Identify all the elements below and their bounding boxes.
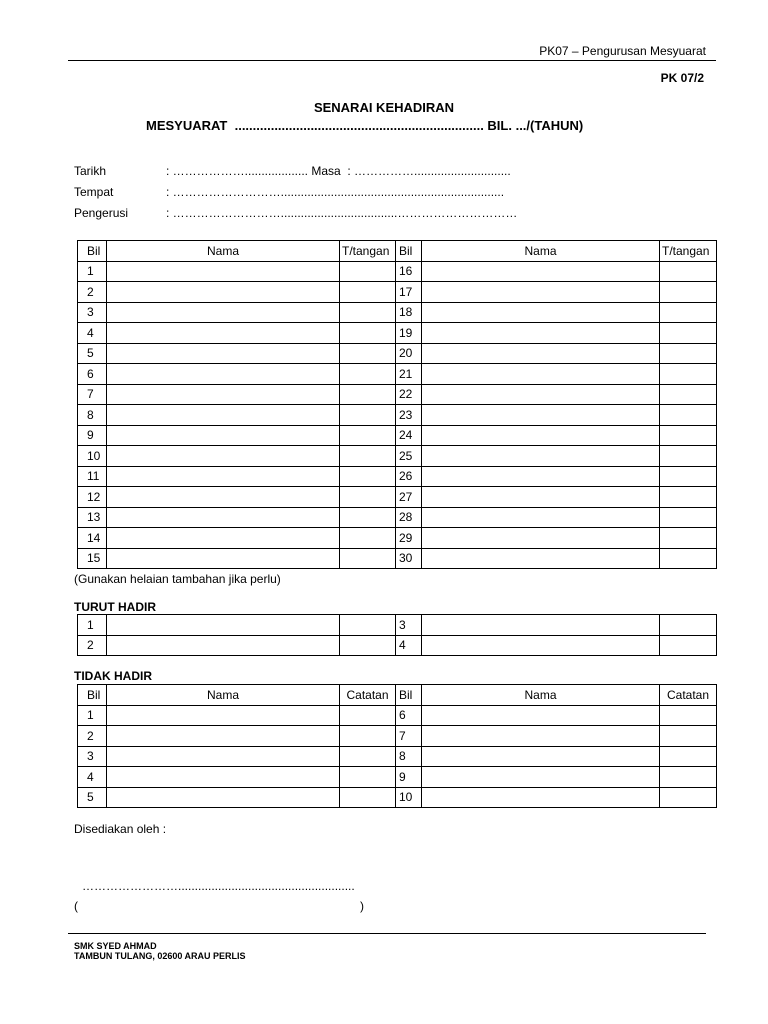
row-number: 1 <box>78 615 107 636</box>
header-nama: Nama <box>422 241 660 262</box>
name-cell[interactable] <box>107 528 340 549</box>
header-divider <box>68 60 716 61</box>
tidak-hadir-title: TIDAK HADIR <box>74 669 152 683</box>
name-cell[interactable] <box>107 507 340 528</box>
field-value: : ………………………...................................………………………… <box>166 206 518 220</box>
table-row <box>78 528 717 549</box>
row-number: 9 <box>78 425 107 446</box>
signature-cell[interactable] <box>340 446 396 467</box>
row-number: 1 <box>78 261 107 282</box>
signature-cell[interactable] <box>340 364 396 385</box>
signature-cell[interactable] <box>660 787 717 808</box>
name-cell[interactable] <box>107 615 340 636</box>
signature-cell[interactable] <box>340 615 396 636</box>
document-header: PK07 – Pengurusan Mesyuarat <box>539 44 706 58</box>
header-bil: Bil <box>396 685 422 706</box>
row-number: 4 <box>78 767 107 788</box>
row-number: 23 <box>396 405 422 426</box>
name-cell[interactable] <box>422 282 660 303</box>
signature-cell[interactable] <box>660 635 717 656</box>
name-cell[interactable] <box>422 615 660 636</box>
open-paren: ( <box>74 899 78 913</box>
header-bil: Bil <box>78 685 107 706</box>
name-cell[interactable] <box>422 405 660 426</box>
header-nama: Nama <box>107 241 340 262</box>
header-bil: Bil <box>396 241 422 262</box>
row-number: 19 <box>396 323 422 344</box>
table-row <box>78 466 717 487</box>
row-number: 2 <box>78 635 107 656</box>
signature-cell[interactable] <box>660 487 717 508</box>
table-row <box>78 615 717 636</box>
row-number: 12 <box>78 487 107 508</box>
table-header-row <box>78 241 717 262</box>
signature-cell[interactable] <box>660 282 717 303</box>
signature-cell[interactable] <box>660 364 717 385</box>
table-row <box>78 282 717 303</box>
row-number: 24 <box>396 425 422 446</box>
name-cell[interactable] <box>107 635 340 656</box>
row-number: 3 <box>78 302 107 323</box>
table-row <box>78 746 717 767</box>
row-number: 7 <box>78 384 107 405</box>
name-cell[interactable] <box>422 425 660 446</box>
signature-line: ……………………..................................................... <box>82 879 355 893</box>
footer-address: TAMBUN TULANG, 02600 ARAU PERLIS <box>74 951 246 961</box>
signature-cell[interactable] <box>340 487 396 508</box>
name-cell[interactable] <box>107 787 340 808</box>
row-number: 8 <box>78 405 107 426</box>
signature-cell[interactable] <box>660 261 717 282</box>
signature-cell[interactable] <box>340 261 396 282</box>
row-number: 6 <box>78 364 107 385</box>
header-bil: Bil <box>78 241 107 262</box>
name-cell[interactable] <box>107 261 340 282</box>
footer-school-name: SMK SYED AHMAD <box>74 941 157 951</box>
signature-cell[interactable] <box>340 282 396 303</box>
signature-cell[interactable] <box>660 767 717 788</box>
name-cell[interactable] <box>422 746 660 767</box>
table-row <box>78 726 717 747</box>
note-text: (Gunakan helaian tambahan jika perlu) <box>74 572 281 586</box>
table-row <box>78 405 717 426</box>
table-row <box>78 548 717 569</box>
header-catatan: Catatan <box>660 685 717 706</box>
signature-cell[interactable] <box>660 405 717 426</box>
row-number: 9 <box>396 767 422 788</box>
prepared-by-label: Disediakan oleh : <box>74 822 167 836</box>
row-number: 6 <box>396 705 422 726</box>
signature-cell[interactable] <box>340 323 396 344</box>
row-number: 7 <box>396 726 422 747</box>
name-cell[interactable] <box>422 446 660 467</box>
name-cell[interactable] <box>107 548 340 569</box>
table-row <box>78 507 717 528</box>
signature-cell[interactable] <box>660 466 717 487</box>
table-row <box>78 323 717 344</box>
header-tandatangan: T/tangan <box>340 241 396 262</box>
signature-cell[interactable] <box>660 615 717 636</box>
signature-cell[interactable] <box>660 384 717 405</box>
field-value: : ………………................... Masa : ……………............................. <box>166 164 511 178</box>
row-number: 10 <box>396 787 422 808</box>
row-number: 15 <box>78 548 107 569</box>
table-header-row <box>78 685 717 706</box>
name-cell[interactable] <box>107 705 340 726</box>
name-cell[interactable] <box>422 635 660 656</box>
row-number: 10 <box>78 446 107 467</box>
signature-cell[interactable] <box>660 507 717 528</box>
row-number: 29 <box>396 528 422 549</box>
signature-cell[interactable] <box>340 405 396 426</box>
table-row <box>78 635 717 656</box>
name-cell[interactable] <box>422 302 660 323</box>
signature-cell[interactable] <box>340 528 396 549</box>
row-number: 21 <box>396 364 422 385</box>
signature-cell[interactable] <box>660 528 717 549</box>
form-title: SENARAI KEHADIRAN <box>313 100 455 115</box>
row-number: 5 <box>78 787 107 808</box>
signature-cell[interactable] <box>340 705 396 726</box>
row-number: 11 <box>78 466 107 487</box>
signature-cell[interactable] <box>660 726 717 747</box>
signature-cell[interactable] <box>340 548 396 569</box>
table-row <box>78 343 717 364</box>
name-cell[interactable] <box>422 487 660 508</box>
close-paren: ) <box>360 899 364 913</box>
signature-cell[interactable] <box>340 726 396 747</box>
field-label: Pengerusi <box>74 206 129 220</box>
name-cell[interactable] <box>107 767 340 788</box>
table-row <box>78 767 717 788</box>
footer-divider <box>68 933 706 934</box>
row-number: 28 <box>396 507 422 528</box>
signature-cell[interactable] <box>340 787 396 808</box>
name-cell[interactable] <box>107 364 340 385</box>
name-cell[interactable] <box>107 425 340 446</box>
signature-cell[interactable] <box>340 425 396 446</box>
name-cell[interactable] <box>107 746 340 767</box>
name-cell[interactable] <box>422 507 660 528</box>
signature-cell[interactable] <box>660 343 717 364</box>
name-cell[interactable] <box>422 705 660 726</box>
row-number: 4 <box>396 635 422 656</box>
table-row <box>78 302 717 323</box>
name-cell[interactable] <box>107 466 340 487</box>
row-number: 2 <box>78 726 107 747</box>
name-cell[interactable] <box>107 446 340 467</box>
name-cell[interactable] <box>107 302 340 323</box>
header-tandatangan: T/tangan <box>660 241 717 262</box>
row-number: 16 <box>396 261 422 282</box>
name-cell[interactable] <box>107 282 340 303</box>
row-number: 30 <box>396 548 422 569</box>
field-label: Tarikh <box>74 164 107 178</box>
name-cell[interactable] <box>422 726 660 747</box>
signature-cell[interactable] <box>660 746 717 767</box>
name-cell[interactable] <box>422 384 660 405</box>
name-cell[interactable] <box>107 343 340 364</box>
row-number: 8 <box>396 746 422 767</box>
header-nama: Nama <box>422 685 660 706</box>
row-number: 1 <box>78 705 107 726</box>
row-number: 20 <box>396 343 422 364</box>
name-cell[interactable] <box>422 767 660 788</box>
signature-cell[interactable] <box>660 425 717 446</box>
attendance-table <box>77 240 717 569</box>
name-cell[interactable] <box>422 343 660 364</box>
signature-cell[interactable] <box>340 767 396 788</box>
name-cell[interactable] <box>422 466 660 487</box>
signature-cell[interactable] <box>660 323 717 344</box>
header-nama: Nama <box>107 685 340 706</box>
row-number: 13 <box>78 507 107 528</box>
row-number: 2 <box>78 282 107 303</box>
name-cell[interactable] <box>107 726 340 747</box>
turut-hadir-table <box>77 614 717 656</box>
signature-cell[interactable] <box>660 548 717 569</box>
name-cell[interactable] <box>422 323 660 344</box>
signature-cell[interactable] <box>340 746 396 767</box>
table-row <box>78 787 717 808</box>
name-cell[interactable] <box>422 787 660 808</box>
signature-cell[interactable] <box>340 507 396 528</box>
row-number: 5 <box>78 343 107 364</box>
tidak-hadir-table <box>77 684 717 808</box>
table-row <box>78 261 717 282</box>
field-label: Tempat <box>74 185 114 199</box>
row-number: 26 <box>396 466 422 487</box>
signature-cell[interactable] <box>340 343 396 364</box>
table-row <box>78 384 717 405</box>
row-number: 22 <box>396 384 422 405</box>
table-row <box>78 705 717 726</box>
name-cell[interactable] <box>107 323 340 344</box>
table-row <box>78 446 717 467</box>
name-cell[interactable] <box>422 548 660 569</box>
name-cell[interactable] <box>422 261 660 282</box>
row-number: 27 <box>396 487 422 508</box>
name-bracket <box>74 899 364 913</box>
table-row <box>78 364 717 385</box>
signature-cell[interactable] <box>660 705 717 726</box>
form-code: PK 07/2 <box>660 71 704 85</box>
row-number: 3 <box>396 615 422 636</box>
turut-hadir-title: TURUT HADIR <box>74 600 156 614</box>
field-value: : ………………………................................................................... <box>166 185 505 199</box>
row-number: 18 <box>396 302 422 323</box>
name-cell[interactable] <box>422 528 660 549</box>
header-catatan: Catatan <box>340 685 396 706</box>
row-number: 14 <box>78 528 107 549</box>
name-cell[interactable] <box>107 405 340 426</box>
signature-cell[interactable] <box>340 466 396 487</box>
table-row <box>78 425 717 446</box>
row-number: 17 <box>396 282 422 303</box>
meeting-title-line: MESYUARAT ..................................................................... BIL. .../(TAHUN) <box>146 118 584 133</box>
row-number: 4 <box>78 323 107 344</box>
row-number: 3 <box>78 746 107 767</box>
name-cell[interactable] <box>422 364 660 385</box>
table-row <box>78 487 717 508</box>
signature-cell[interactable] <box>660 302 717 323</box>
name-cell[interactable] <box>107 384 340 405</box>
row-number: 25 <box>396 446 422 467</box>
signature-cell[interactable] <box>340 635 396 656</box>
name-cell[interactable] <box>107 487 340 508</box>
signature-cell[interactable] <box>340 384 396 405</box>
signature-cell[interactable] <box>660 446 717 467</box>
signature-cell[interactable] <box>340 302 396 323</box>
